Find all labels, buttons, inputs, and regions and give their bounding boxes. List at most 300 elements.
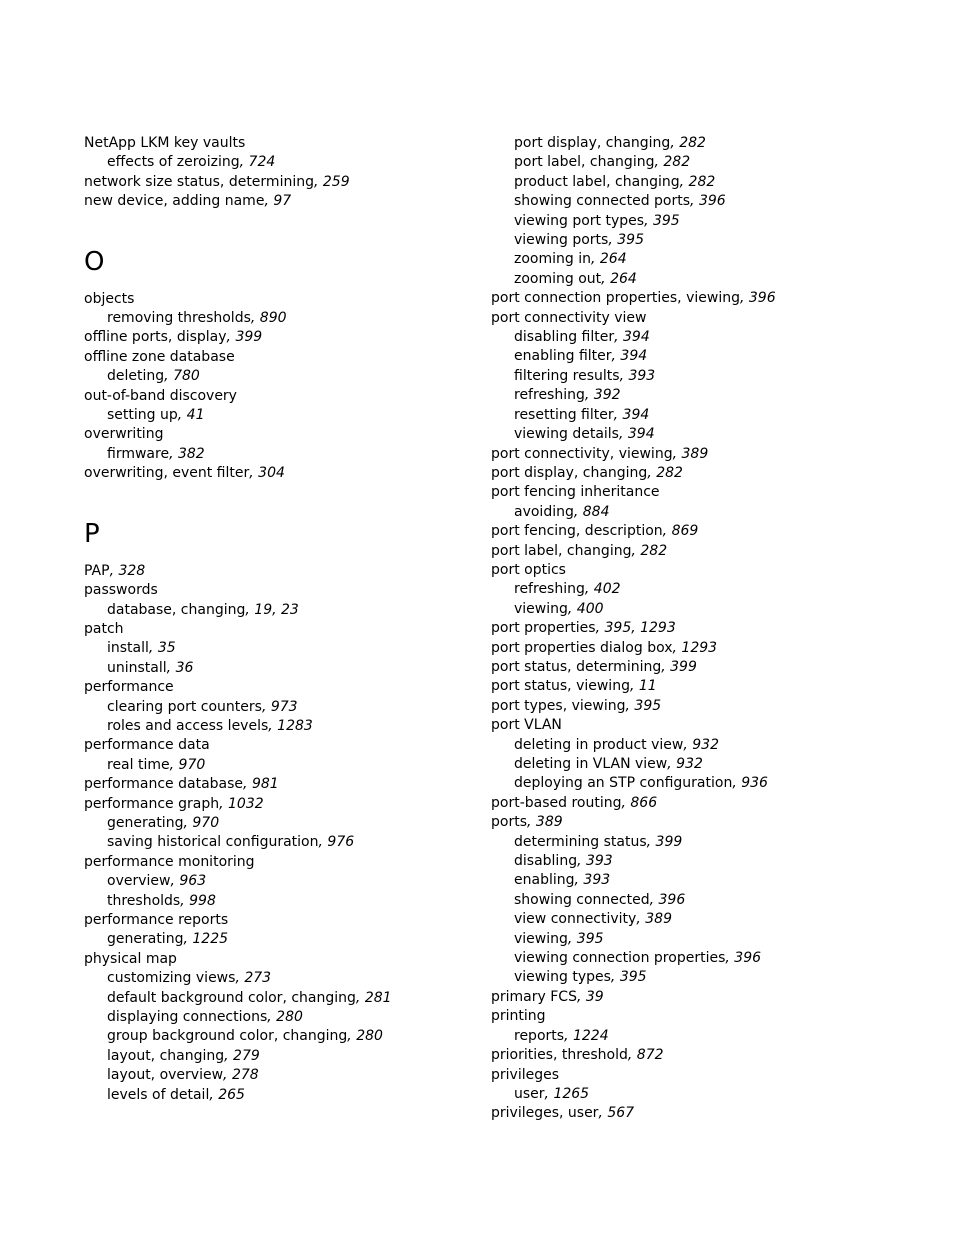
index-separator: , [619,367,629,384]
index-page-ref[interactable]: 396 [734,950,762,967]
index-separator: , [250,310,260,327]
index-term: deleting in product view [514,736,684,753]
index-separator: , [209,1086,219,1103]
index-term: real time [107,756,170,773]
index-page-ref[interactable]: 278 [231,1067,259,1084]
index-separator: , [223,1067,232,1084]
index-entry [491,988,911,1007]
index-subentry [84,989,474,1008]
index-subentry [84,1008,474,1027]
index-term: objects [84,290,135,307]
index-subentry [491,153,911,172]
index-subentry [491,755,911,774]
index-term: ports [491,814,527,831]
index-separator: , [564,1027,573,1044]
index-page-ref[interactable]: 1283 [277,717,313,734]
index-term: port VLAN [491,717,562,734]
index-page-ref[interactable]: 328 [118,562,146,579]
index-term: layout, overview [107,1067,224,1084]
index-separator: , [577,853,586,870]
index-page-ref[interactable]: 394 [622,406,650,423]
index-page-ref[interactable]: 869 [671,523,699,540]
index-entry [84,950,474,969]
index-page-ref[interactable]: 1224 [572,1027,609,1044]
index-separator: , [627,1047,637,1064]
index-page-ref[interactable]: 382 [177,445,205,462]
index-subentry [491,774,911,793]
index-term: port properties [491,620,596,637]
index-term: customizing views [107,970,236,987]
index-term: viewing [514,600,568,617]
index-entry [84,192,474,211]
index-entry [84,134,474,153]
index-term: disabling filter [514,329,615,346]
index-entry [491,483,911,502]
index-page-ref[interactable]: 264 [599,251,627,268]
index-page-ref[interactable]: 963 [179,873,207,890]
index-term: user [514,1085,545,1102]
index-term: port label, changing [491,542,632,559]
index-entry [491,619,911,638]
index-term: performance monitoring [84,853,255,870]
index-term: port types, viewing [491,697,626,714]
index-separator: , [567,600,577,617]
index-page-ref[interactable]: 970 [178,756,206,773]
index-page-ref[interactable]: 35 [157,640,176,657]
index-separator: , [618,426,628,443]
index-page-ref[interactable]: 866 [630,794,658,811]
index-term: zooming out [514,270,602,287]
index-page-ref[interactable]: 890 [259,310,287,327]
index-separator: , [649,891,659,908]
index-separator: , [654,154,664,171]
index-term: install [107,640,149,657]
index-subentry [491,406,911,425]
index-subentry [491,231,911,250]
index-subentry [491,968,911,987]
index-letter-heading: P [84,518,100,549]
index-page-ref[interactable]: 394 [627,426,655,443]
index-page-ref[interactable]: 280 [356,1028,383,1045]
index-subentry [491,328,911,347]
index-separator: , [611,348,621,365]
index-term: viewing ports [514,232,609,249]
index-page-ref[interactable]: 1225 [192,931,229,948]
index-separator: , [576,988,586,1005]
index-entry [84,464,474,483]
index-page-ref[interactable]: 273 [244,970,272,987]
index-separator: , [610,969,620,986]
index-page-ref[interactable]: 399 [670,658,697,675]
index-page-ref[interactable]: 724 [248,154,276,171]
index-subentry [84,445,474,464]
index-term: effects of zeroizing [107,154,240,171]
index-subentry [84,756,474,775]
index-term: PAP [84,562,110,579]
index-subentry [491,736,911,755]
index-page-ref[interactable]: 973 [270,698,298,715]
index-term: performance reports [84,912,229,928]
index-page-ref[interactable]: 281 [364,989,392,1006]
index-entry [491,561,911,580]
index-page-ref[interactable]: 282 [656,464,683,481]
index-separator: , [245,601,255,618]
index-page-ref[interactable]: 981 [251,776,279,793]
index-term: port properties dialog box [491,639,673,656]
index-page-ref[interactable]: 396 [698,193,726,210]
index-term: port fencing, description [491,523,663,540]
index-separator: , [267,1009,277,1026]
index-entry [84,736,474,755]
index-subentry [491,425,911,444]
index-term: new device, adding name [84,193,265,210]
index-entry [84,290,474,309]
index-term: port display, changing [491,464,648,481]
index-subentry [491,386,911,405]
index-term: filtering results [514,367,620,384]
index-term: port label, changing [514,154,655,171]
index-term: network size status, determining [84,173,314,190]
index-term: printing [491,1008,546,1025]
index-term: levels of detail [107,1086,210,1103]
index-term: port optics [491,561,566,578]
index-page-ref[interactable]: 389 [535,814,563,831]
index-separator: , [646,833,656,850]
index-term: priorities, threshold [491,1047,628,1064]
index-page-ref[interactable]: 780 [173,368,200,385]
index-page-ref[interactable]: 1265 [553,1085,590,1102]
index-term: privileges [491,1066,560,1083]
index-page-ref[interactable]: 97 [273,193,292,210]
index-subentry [491,1027,911,1046]
index-subentry [84,833,474,852]
index-page-ref[interactable]: 970 [192,814,220,831]
index-subentry [84,1086,474,1105]
index-separator: , [544,1085,554,1102]
index-subentry [491,833,911,852]
index-separator: , [584,387,594,404]
index-entry [84,562,474,581]
index-separator: , [739,290,749,307]
index-separator: , [672,445,682,462]
index-subentry [84,930,474,949]
index-separator: , [595,620,605,637]
index-subentry [491,192,911,211]
index-term: deleting in VLAN view [514,756,668,772]
index-separator: , [243,776,252,793]
index-page-ref[interactable]: 400 [576,600,604,617]
index-term: primary FCS [491,988,577,1005]
index-subentry [84,601,474,620]
index-term: port-based routing [491,794,622,811]
index-separator: , [631,542,641,559]
index-subentry [84,309,474,328]
index-page-ref[interactable]: 998 [189,892,216,909]
index-page-ref[interactable]: 393 [583,872,611,889]
index-term: viewing details [514,426,619,443]
index-entry [491,677,911,696]
index-term: port connectivity, viewing [491,445,673,462]
index-term: out-of-band discovery [84,387,237,404]
index-page-ref[interactable]: 304 [258,465,285,482]
index-term: port fencing inheritance [491,484,660,501]
index-entry [491,1066,911,1085]
index-separator: , [235,970,245,987]
index-term: performance graph [84,795,220,812]
index-term: refreshing [514,387,585,404]
index-term: roles and access levels [107,717,269,734]
index-separator: , [667,756,677,772]
index-separator: , [264,193,274,210]
index-entry [84,173,474,192]
index-subentry [84,892,474,911]
index-entry [491,542,911,561]
index-term: performance data [84,737,210,754]
index-separator: , [573,503,583,520]
index-term: zooming in [514,251,591,268]
index-separator: , [679,173,689,190]
index-page-ref[interactable]: 39 [585,988,604,1005]
index-entry [84,775,474,794]
index-term: uninstall [107,659,167,676]
index-entry [84,328,474,347]
index-entry [491,658,911,677]
index-subentry [84,698,474,717]
index-term: setting up [107,407,178,424]
index-separator: , [662,523,672,540]
index-term: passwords [84,582,158,599]
index-page-ref[interactable]: 393 [585,853,613,870]
index-term: viewing port types [514,212,645,229]
index-subentry [491,212,911,231]
index-separator: , [647,464,657,481]
index-entry [84,795,474,814]
index-term: overview [107,873,171,890]
index-page-ref[interactable]: 265 [218,1086,245,1103]
index-subentry [491,367,911,386]
index-subentry [491,347,911,366]
index-entry [491,464,911,483]
index-entry [491,309,911,328]
index-entry [84,620,474,639]
index-term: avoiding [514,503,574,520]
index-term: overwriting [84,426,164,443]
index-page-ref[interactable]: 395 [634,697,662,714]
index-separator: , [621,794,631,811]
index-separator: , [109,562,119,579]
index-subentry [84,659,474,678]
index-page-ref[interactable]: 264 [610,270,637,287]
index-entry [84,581,474,600]
index-term: viewing [514,930,568,947]
index-page-ref[interactable]: 259 [322,173,350,190]
index-subentry [84,406,474,425]
index-page-ref[interactable]: 395 [652,212,680,229]
index-separator: , [355,989,365,1006]
index-separator: , [249,465,259,482]
index-term: deleting [107,368,165,385]
index-term: disabling [514,853,578,870]
index-separator: , [636,911,646,928]
index-page-ref[interactable]: 1293 [681,639,718,656]
index-page-ref[interactable]: 395, 1293 [604,620,676,637]
index-term: viewing types [514,969,611,986]
index-separator: , [598,1105,608,1122]
index-separator: , [261,698,271,715]
index-term: thresholds [107,892,181,909]
index-column-left [84,134,474,1105]
index-separator: , [672,639,682,656]
index-separator: , [219,795,228,812]
index-subentry [491,949,911,968]
index-term: port status, determining [491,658,662,675]
index-separator: , [347,1028,357,1045]
index-page-ref[interactable]: 394 [623,329,650,346]
index-page-ref[interactable]: 395 [576,930,604,947]
index-separator: , [574,872,584,889]
index-subentry [491,871,911,890]
index-term: enabling filter [514,348,612,365]
index-term: clearing port counters [107,698,262,715]
index-term: product label, changing [514,173,680,190]
index-entry [491,1104,911,1123]
index-term: port status, viewing [491,678,630,695]
index-entry [84,425,474,444]
index-separator: , [180,892,190,909]
index-entry [491,813,911,832]
index-entry [491,1046,911,1065]
index-subentry [491,173,911,192]
index-separator: , [670,135,680,151]
index-separator: , [268,717,278,734]
index-entry [84,348,474,367]
index-term: deploying an STP configuration [514,775,733,792]
index-separator: , [224,1047,234,1064]
index-page-ref[interactable]: 282 [640,542,668,559]
index-page-ref[interactable]: 394 [620,348,648,365]
index-separator: , [613,406,623,423]
index-term: saving historical configuration [107,834,319,851]
index-separator: , [183,814,193,831]
index-subentry [491,600,911,619]
index-separator: , [226,329,236,346]
index-page-ref[interactable]: 402 [593,581,621,598]
index-page-ref[interactable]: 36 [175,659,194,676]
index-subentry [491,503,911,522]
index-page-ref[interactable]: 282 [663,154,691,171]
index-term: default background color, changing [107,989,356,1006]
index-separator: , [527,814,536,831]
index-page-ref[interactable]: 19, 23 [254,601,299,618]
index-column-right [491,134,911,1124]
index-page-ref[interactable]: 396 [748,290,776,307]
index-subentry [491,250,911,269]
index-term: resetting filter [514,406,614,423]
index-term: viewing connection properties [514,950,726,967]
index-term: view connectivity [514,911,637,928]
index-separator: , [169,756,179,773]
index-term: performance [84,679,174,696]
index-page-ref[interactable]: 280 [276,1009,303,1026]
index-term: port connectivity view [491,309,647,326]
index-page-ref[interactable]: 872 [636,1047,664,1064]
index-subentry [84,872,474,891]
index-separator: , [625,697,635,714]
index-term: removing thresholds [107,310,251,327]
index-separator: , [690,193,699,210]
index-page-ref[interactable]: 932 [676,756,703,772]
index-term: enabling [514,872,575,889]
index-separator: , [590,251,600,268]
index-page-ref[interactable]: 392 [593,387,621,404]
index-page-ref[interactable]: 11 [638,678,657,695]
index-term: port display, changing [514,135,671,151]
index-separator: , [164,368,174,385]
index-term: firmware [107,445,170,462]
index-subentry [491,930,911,949]
index-page-ref[interactable]: 1032 [228,795,264,812]
index-page-ref[interactable]: 399 [235,329,263,346]
index-separator: , [148,640,158,657]
index-page-ref[interactable]: 393 [628,367,656,384]
index-term: showing connected [514,891,650,908]
index-page-ref[interactable]: 282 [688,173,716,190]
index-page-ref[interactable]: 279 [233,1047,260,1064]
index-page-ref[interactable]: 282 [679,135,706,151]
index-subentry [84,639,474,658]
index-page-ref[interactable]: 395 [619,969,647,986]
index-subentry [491,891,911,910]
index-separator: , [166,659,176,676]
index-page-ref[interactable]: 567 [607,1105,635,1122]
index-page-ref[interactable]: 399 [655,833,683,850]
index-term: showing connected ports [514,193,691,210]
index-letter-heading: O [84,246,105,277]
index-separator: , [608,232,618,249]
index-subentry [491,134,911,153]
index-page-ref[interactable]: 976 [327,834,355,851]
index-separator: , [169,445,178,462]
index-entry [84,387,474,406]
index-term: offline zone database [84,348,235,365]
index-subentry [491,910,911,929]
index-separator: , [177,407,187,424]
index-subentry [84,1066,474,1085]
index-subentry [84,367,474,386]
index-term: refreshing [514,581,585,598]
index-page-ref[interactable]: 884 [582,503,610,520]
index-subentry [84,969,474,988]
index-entry [84,853,474,872]
index-term: layout, changing [107,1047,225,1064]
index-page-ref[interactable]: 389 [681,445,709,462]
index-page-ref[interactable]: 41 [186,407,205,424]
index-entry [491,639,911,658]
index-term: port connection properties, viewing [491,290,740,307]
index-page-ref[interactable]: 389 [645,911,672,928]
index-term: offline ports, display [84,329,227,346]
index-subentry [491,580,911,599]
index-entry [491,794,911,813]
index-entry [491,716,911,735]
index-page-ref[interactable]: 395 [617,232,644,249]
index-separator: , [313,173,323,190]
index-page-ref[interactable]: 932 [692,736,719,753]
index-term: privileges, user [491,1105,599,1122]
index-term: database, changing [107,601,246,618]
index-page-ref[interactable]: 936 [741,775,768,792]
index-page-ref[interactable]: 396 [658,891,686,908]
